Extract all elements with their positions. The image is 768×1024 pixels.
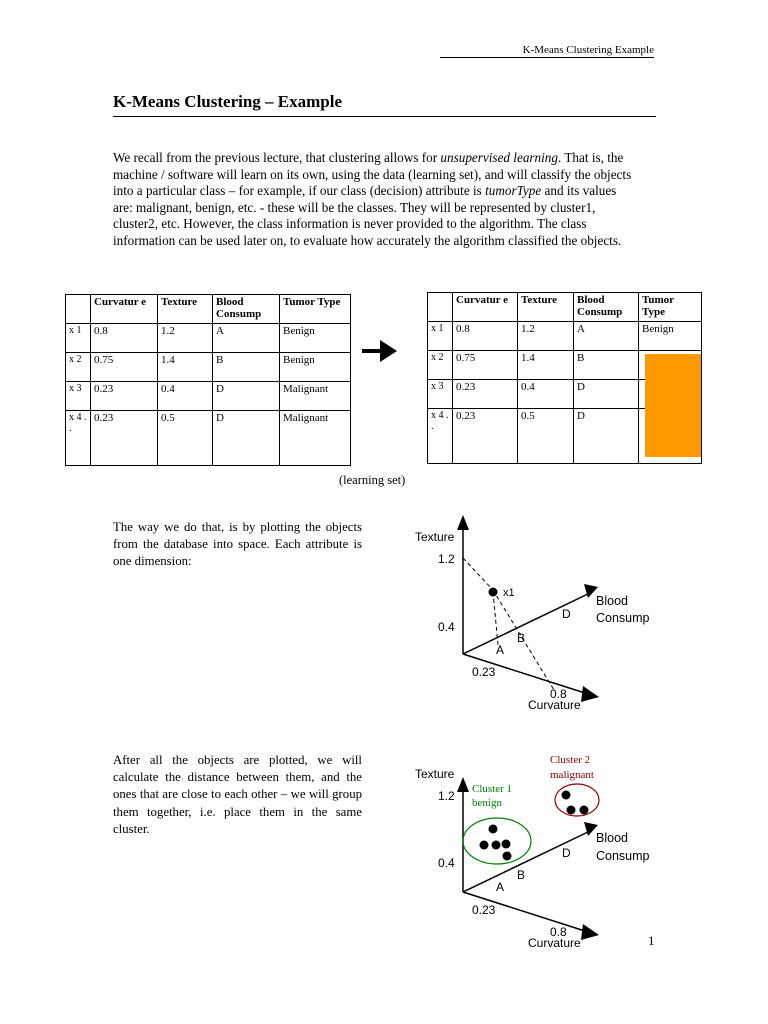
- learning-set-caption: (learning set): [339, 473, 406, 487]
- table-row: x 3 0.23 0.4 D Malignant: [66, 382, 351, 411]
- cluster-diagram: [400, 748, 660, 958]
- page-title: K-Means Clustering – Example: [113, 92, 656, 117]
- learning-set-table: [65, 294, 351, 466]
- table-row: x 1 0.8 1.2 A Benign: [66, 324, 351, 353]
- label-a: A: [496, 643, 505, 657]
- blood-axis-label: Blood: [596, 831, 628, 845]
- table-row: x 3 0.23 0.4 D: [428, 380, 702, 409]
- y-tick-low: 0.4: [438, 620, 455, 634]
- x-tick-low: 0.23: [472, 903, 496, 917]
- cluster2-label: Cluster 2: [550, 754, 591, 766]
- table-header-row: Curvatur e Texture Blood Consump Tumor Type: [428, 293, 702, 322]
- cluster1-sublabel: benign: [472, 797, 502, 809]
- point-x1: [489, 588, 498, 597]
- table-row: x 4 . . 0.23 0.5 D Malignant: [66, 411, 351, 466]
- curvature-axis-label: Curvature: [528, 936, 581, 950]
- attribute-space-diagram: [400, 510, 660, 720]
- y-tick-low: 0.4: [438, 856, 455, 870]
- cluster2-sublabel: malignant: [550, 769, 594, 781]
- y-tick-high: 1.2: [438, 552, 455, 566]
- clustering-paragraph: After all the objects are plotted, we will calculate the distance between them, and the ones that are close to each other – we will group them together, i.e. place them in the same cluster.: [113, 753, 362, 836]
- x-tick-low: 0.23: [472, 665, 496, 679]
- table-row: x 1 0.8 1.2 A Benign: [428, 322, 702, 351]
- plotting-paragraph: The way we do that, is by plotting the objects from the database into space. Each attribute is one dimension:: [113, 520, 362, 568]
- x-tick-high: 0.8: [550, 687, 567, 701]
- table-header-row: Curvatur e Texture Blood Consump Tumor Type: [66, 295, 351, 324]
- consump-axis-label: Consump: [596, 849, 650, 863]
- cluster2-ellipse: [555, 784, 599, 816]
- label-b: B: [517, 631, 526, 645]
- page-number: 1: [648, 933, 655, 948]
- texture-axis-label: Texture: [415, 767, 455, 781]
- curvature-axis-label: Curvature: [528, 698, 581, 712]
- cluster1-label: Cluster 1: [472, 783, 513, 795]
- table-row: x 2 0.75 1.4 B Benign: [66, 353, 351, 382]
- y-tick-high: 1.2: [438, 789, 455, 803]
- running-header: K-Means Clustering Example: [440, 44, 654, 58]
- term-tumortype: tumorType: [485, 183, 542, 199]
- table-row: x 2 0.75 1.4 B: [428, 351, 702, 380]
- consump-axis-label: Consump: [596, 611, 650, 625]
- label-b: B: [517, 868, 526, 882]
- hidden-class-mask: [645, 354, 701, 457]
- label-d: D: [562, 846, 571, 860]
- texture-axis-label: Texture: [415, 530, 455, 544]
- term-unsupervised: unsupervised learning: [440, 150, 558, 165]
- x-tick-high: 0.8: [550, 925, 567, 939]
- intro-paragraph: We recall from the previous lecture, that clustering allows for unsupervised learning. That is, the machine / software will learn on its own, using the data (learning set), and will classify the objects into a particular class – for example, if our class (decision) attribute is tumorType and its values are: malignant, benign, etc. - these will be the classes. They will be represented by cluster1, cluster2, etc. However, the class information is never provided to the algorithm. The class information can be used later on, to evaluate how accurately the algorithm classified the objects.: [113, 150, 632, 248]
- point-label: x1: [503, 587, 515, 599]
- label-a: A: [496, 880, 505, 894]
- table-row: x 4 . . 0.23 0.5 D: [428, 409, 702, 464]
- label-d: D: [562, 607, 571, 621]
- blood-axis-label: Blood: [596, 594, 628, 608]
- transform-arrow-icon: [360, 336, 400, 366]
